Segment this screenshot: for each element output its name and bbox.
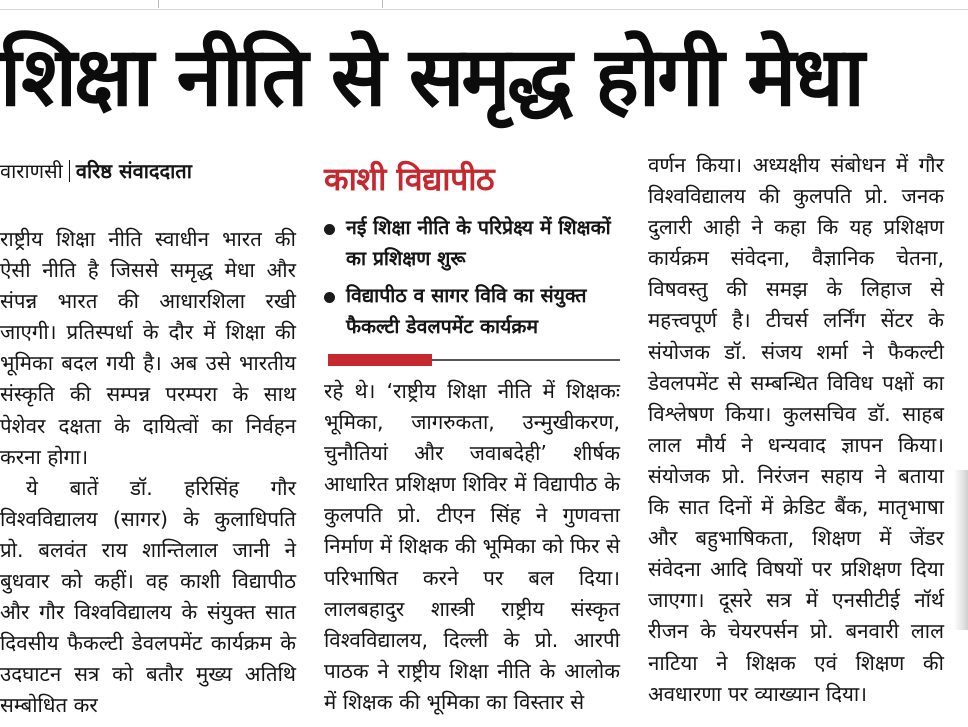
rule-line — [432, 359, 620, 361]
column-divider-tick — [158, 0, 159, 8]
highlights-list — [324, 212, 620, 342]
article-paragraph: ये बातें डॉ. हरिसिंह गौर विश्वविद्यालय (सागर) के कुलाधिपति प्रो. बलवंत राय शान्तिलाल जानी ने बुधवार को कहीं। वह काशी विद्यापीठ और गौर विश्वविद्यालय के संयुक्त सात दिवसीय फैकल्टी डेवलपमेंट कार्यक्रम के उदघाटन सत्र को बतौर मुख्य अतिथि सम्बोधित कर — [0, 475, 296, 718]
article-column-3 — [648, 150, 944, 710]
page-edge-shadow — [954, 470, 968, 630]
highlight-item — [324, 280, 620, 342]
section-kicker: काशी विद्यापीठ — [324, 160, 495, 198]
article-paragraph: वर्णन किया। अध्यक्षीय संबोधन में गौर विश्वविद्यालय की कुलपति प्रो. जनक दुलारी आही ने कहा कि यह प्रशिक्षण कार्यक्रम संवेदना, वैज्ञानिक चेतना, विषवस्तु की समझ के लिहाज से महत्त्वपूर्ण है। टीचर्स लर्निंग सेंटर के संयोजक डॉ. संजय शर्मा ने फैकल्टी डेवलपमेंट से सम्बन्धित विविध पक्षों का विश्लेषण किया। कुलसचिव डॉ. साहब लाल मौर्य ने धन्यवाद ज्ञापन किया। संयोजक प्रो. निरंजन सहाय ने बताया कि सात दिनों में क्रेडिट बैंक, मातृभाषा और बहुभाषिकता, शिक्षण में जेंडर संवेदना आदि विषयों पर प्रशिक्षण दिया जाएगा। दूसरे सत्र में एनसीटीई नॉर्थ रीजन के चेयरपर्सन प्रो. बनवारी लाल नाटिया ने शिक्षक एवं शिक्षण की अवधारणा पर व्याख्यान दिया। — [648, 153, 944, 706]
byline — [0, 154, 296, 188]
section-rule — [324, 348, 620, 370]
byline-reporter: वरिष्ठ संवाददाता — [75, 159, 192, 183]
dateline-place: वाराणसी — [0, 159, 63, 183]
article-paragraph: राष्ट्रीय शिक्षा नीति स्वाधीन भारत की ऐसी नीति है जिससे समृद्ध मेधा और संपन्न भारत की आधारशिला रखी जाएगी। प्रतिस्पर्धा के दौर में शिक्षा की भूमिका बदल गयी है। अब उसे भारतीय संस्कृति की सम्पन्न परम्परा के साथ पेशेवर दक्षता के दायित्वों का निर्वहन करना होगा। — [0, 227, 296, 469]
article-column-1 — [0, 150, 296, 722]
bullet-icon — [324, 224, 335, 235]
byline-separator — [69, 160, 70, 182]
highlight-text: विद्यापीठ व सागर विवि का संयुक्त फैकल्टी डेवलपमेंट कार्यक्रम — [346, 284, 587, 338]
column-divider-tick — [382, 0, 383, 8]
highlight-item — [324, 212, 620, 274]
page-top-border — [0, 0, 968, 10]
bullet-icon — [324, 292, 335, 303]
article-column-2 — [324, 150, 620, 718]
article-paragraph: रहे थे। ‘राष्ट्रीय शिक्षा नीति में शिक्षकः भूमिका, जागरुकता, उन्मुखीकरण, चुनौतियां और जवाबदेही’ शीर्षक आधारित प्रशिक्षण शिविर में विद्यापीठ के कुलपति प्रो. टीएन सिंह ने गुणवत्ता निर्माण में शिक्षक की भूमिका को फिर से परिभाषित करने पर बल दिया। लालबहादुर शास्त्री राष्ट्रीय संस्कृत विश्वविद्यालय, दिल्ली के प्रो. आरपी पाठक ने राष्ट्रीय शिक्षा नीति के आलोक में शिक्षक की भूमिका का विस्तार से — [324, 379, 620, 714]
highlight-text: नई शिक्षा नीति के परिप्रेक्ष्य में शिक्षकों का प्रशिक्षण शुरू — [346, 216, 611, 270]
spacer — [0, 188, 296, 224]
headline: शिक्षा नीति से समृद्ध होगी मेधा — [0, 30, 862, 125]
rule-accent — [328, 354, 432, 366]
